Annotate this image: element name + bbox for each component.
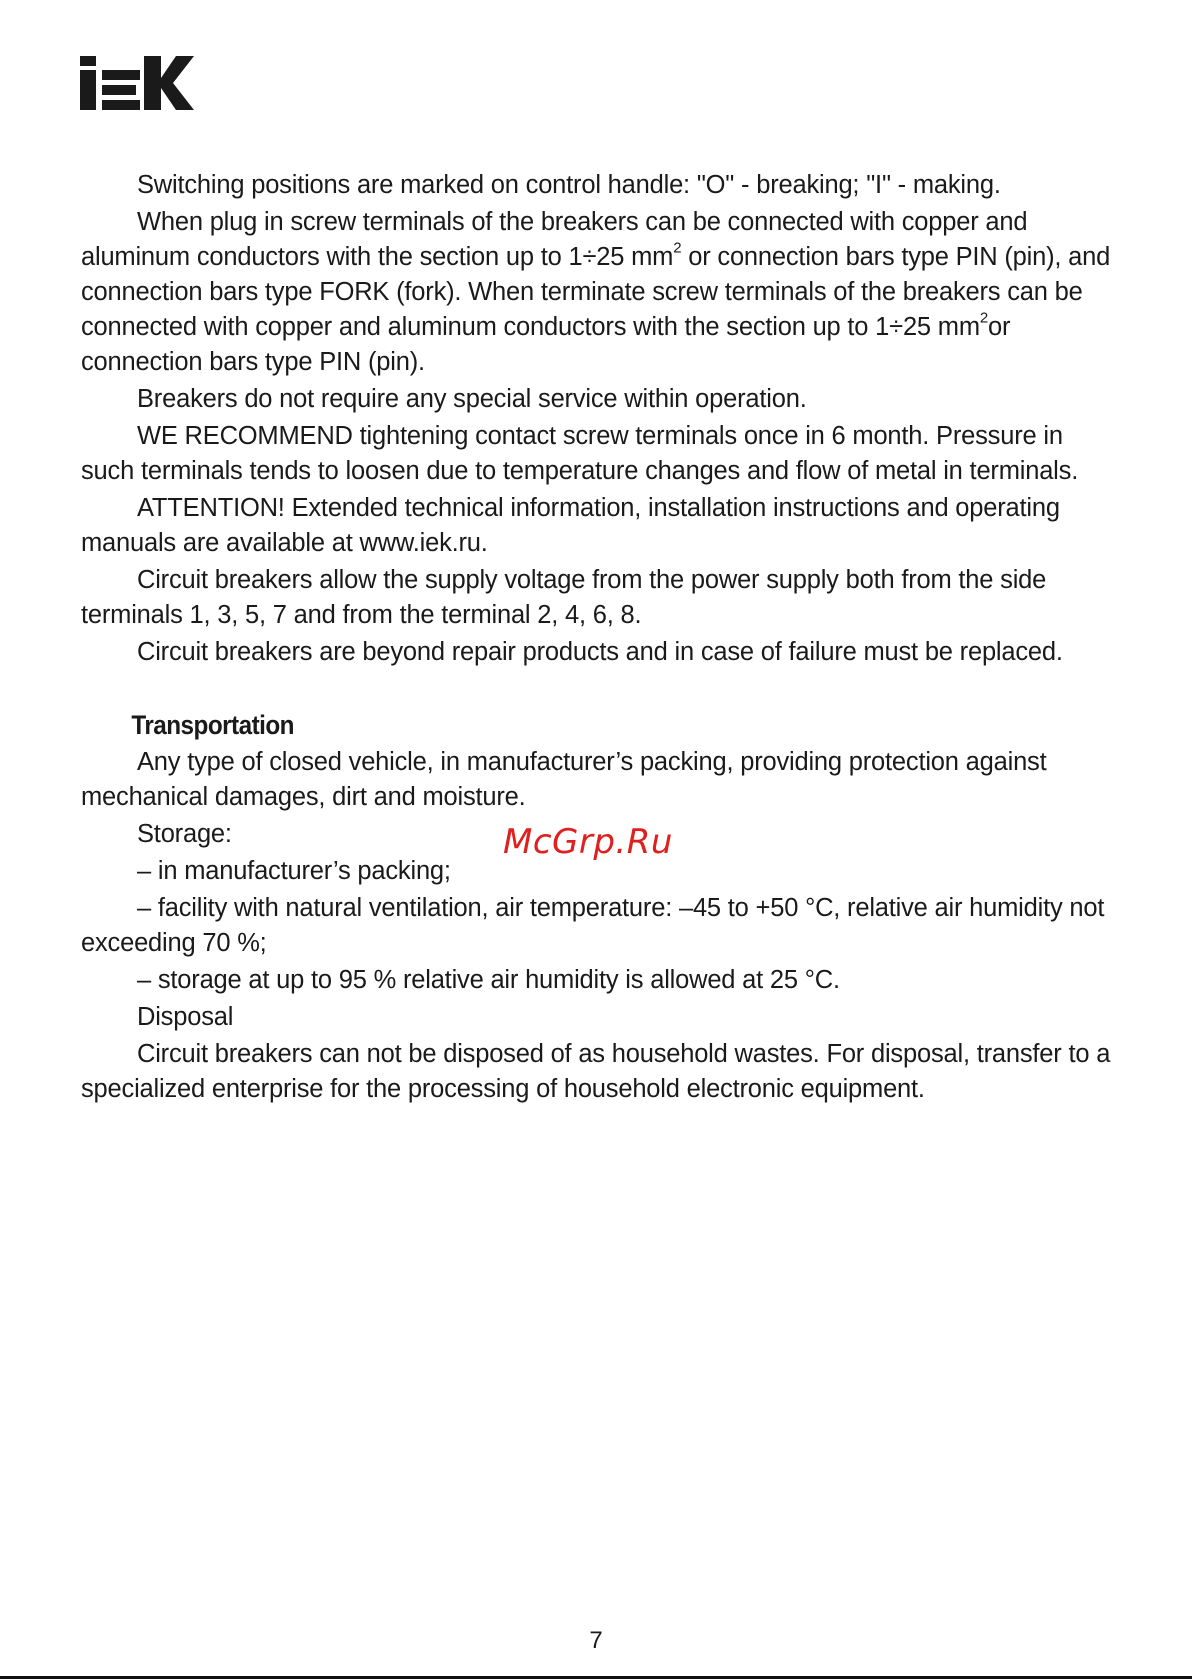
paragraph-attention: ATTENTION! Extended technical information, installation instructions and operating manuals are available at www.iek.ru. <box>81 494 1060 557</box>
paragraph-recommend: WE RECOMMEND tightening contact screw terminals once in 6 month. Pressure in such terminals tends to loosen due to temperature changes and flow of metal in terminals. <box>81 422 1079 485</box>
paragraph-transport-vehicle: Any type of closed vehicle, in manufacturer’s packing, providing protection against mechanical damages, dirt and moisture. <box>81 748 1047 811</box>
paragraph-supply-voltage: Circuit breakers allow the supply voltage from the power supply both from the side terminals 1, 3, 5, 7 and from the terminal 2, 4, 6, 8. <box>81 566 1047 629</box>
paragraph-storage-packing: – in manufacturer’s packing; <box>137 857 451 885</box>
iek-logo-mark <box>80 56 194 110</box>
iek-logo <box>80 56 194 110</box>
document-body <box>81 168 1111 1109</box>
paragraph-disposal-label: Disposal <box>137 1003 234 1031</box>
section-heading-transportation: Transportation <box>131 710 294 740</box>
paragraph-switching: Switching positions are marked on control handle: "O" - breaking; "I" - making. <box>137 171 1001 199</box>
watermark: McGrp.Ru <box>503 822 673 862</box>
section-spacer <box>81 672 1111 708</box>
paragraph-storage-label: Storage: <box>137 820 232 848</box>
paragraph-storage-facility: – facility with natural ventilation, air temperature: –45 to +50 °C, relative air humidity not exceeding 70 %; <box>81 894 1105 957</box>
paragraph-service: Breakers do not require any special service within operation. <box>137 385 807 413</box>
paragraph-terminals: When plug in screw terminals of the breakers can be connected with copper and aluminum conductors with the section up to 1÷25 $mm^2$ or connection bars type PIN (pin), and connection bars type FORK (fork). When terminate screw terminals of the breakers can be connected with copper and aluminum conductors with the section up to 1÷25 $mm^2or$ connection bars type PIN (pin). <box>81 208 1111 376</box>
paragraph-repair: Circuit breakers are beyond repair products and in case of failure must be replaced. <box>137 638 1063 666</box>
paragraph-disposal: Circuit breakers can not be disposed of as household wastes. For disposal, transfer to a specialized enterprise for the processing of household electronic equipment. <box>81 1040 1111 1103</box>
page-number: 7 <box>589 1627 603 1654</box>
paragraph-storage-humidity: – storage at up to 95 % relative air humidity is allowed at 25 °C. <box>137 966 840 994</box>
